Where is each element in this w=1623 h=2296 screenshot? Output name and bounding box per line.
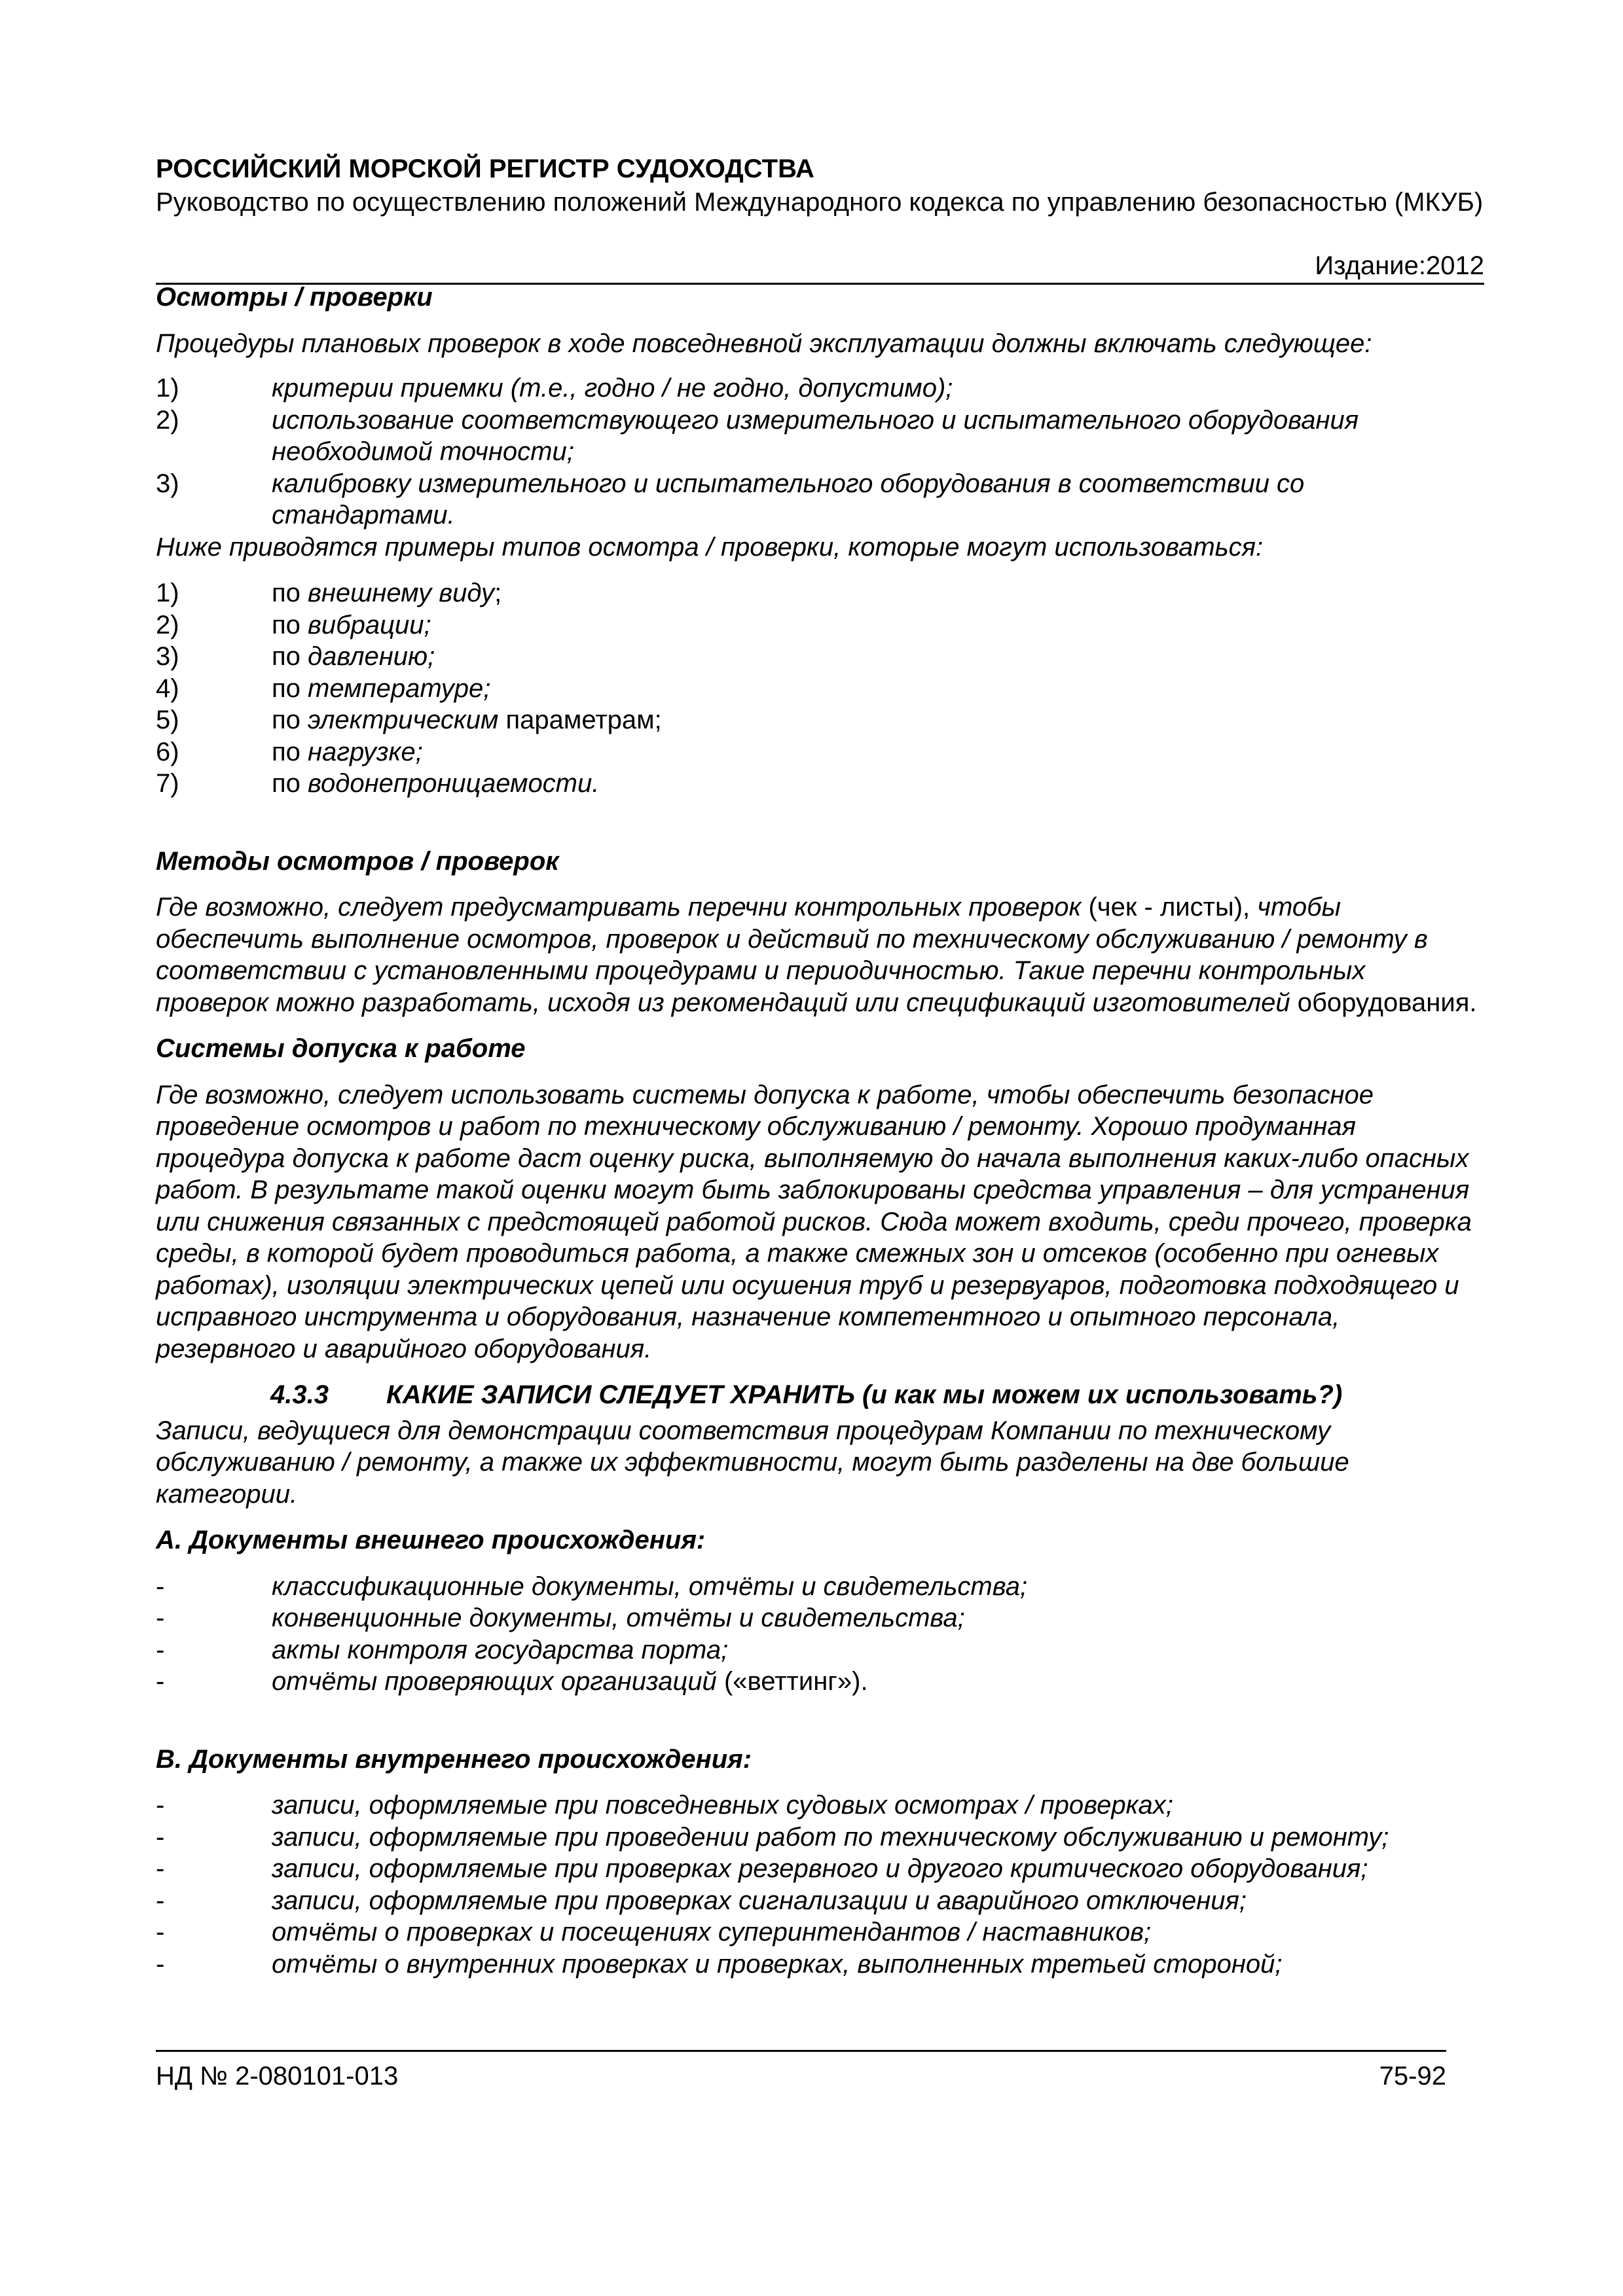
list-item [156, 1916, 1485, 1948]
section-title: КАКИЕ ЗАПИСИ СЛЕДУЕТ ХРАНИТЬ (и как мы можем их использовать?) [386, 1380, 1343, 1409]
list-item [156, 468, 1485, 531]
item-term: внешнему виду [308, 579, 495, 607]
item-bullet: - [156, 1918, 165, 1946]
item-bullet: - [156, 1604, 165, 1632]
methods-text-end: оборудования. [1297, 988, 1477, 1017]
header-organization: РОССИЙСКИЙ МОРСКОЙ РЕГИСТР СУДОХОДСТВА [156, 154, 814, 183]
item-text: записи, оформляемые при проведении работ по техническому обслуживанию и ремонту; [272, 1822, 1389, 1852]
item-number: 1) [156, 579, 179, 607]
inspections-heading: Осмотры / проверки [156, 283, 433, 312]
list-item [156, 1602, 1485, 1634]
permits-paragraph: Где возможно, следует использовать системы допуска к работе, чтобы обеспечить безопасное проведение осмотров и работ по техническому обслуживанию / ремонту. Хорошо продуманная процедура допуска к работе даст оценку риска, выполняемую до начала выполнения каких-либо опасных работ. В результате такой оценки могут быть заблокированы средства управления – для устранения или снижения связанных с предстоящей работой рисков. Сюда может входить, среди прочего, проверка среды, в которой будет проводиться работа, а также смежных зон и отсеков (особенно при огневых работах), изоляции электрических цепей или осушения труб и резервуаров, подготовка подходящего и исправного инструмента и оборудования, назначение компетентного и опытного персонала, резервного и аварийного оборудования. [156, 1080, 1472, 1363]
item-text: отчёты о проверках и посещениях суперинтендантов / наставников; [272, 1918, 1152, 1946]
list-item [156, 1666, 1485, 1698]
list-item [156, 1821, 1485, 1854]
item-text: акты контроля государства порта; [272, 1635, 729, 1664]
item-text: классификационные документы, отчёты и свидетельства; [272, 1571, 1028, 1601]
list-item [156, 1789, 1485, 1821]
external-list [156, 1571, 1485, 1698]
section-heading [156, 1379, 1485, 1411]
item-text: отчёты проверяющих организаций [272, 1667, 717, 1696]
methods-text-1: Где возможно, следует предусматривать перечни контрольных проверок [156, 893, 1082, 922]
item-number: 3) [156, 642, 179, 671]
item-prefix: по [272, 642, 301, 671]
item-prefix: по [272, 737, 301, 766]
item-term: водонепроницаемости. [308, 769, 600, 798]
item-number: 3) [156, 469, 179, 498]
item-prefix: по [272, 706, 301, 734]
item-suffix: параметрам; [505, 706, 662, 734]
methods-paragraph [156, 891, 1485, 1018]
list-item [156, 404, 1485, 468]
item-number: 2) [156, 610, 179, 639]
item-number: 2) [156, 405, 179, 435]
methods-heading: Методы осмотров / проверок [156, 846, 559, 876]
list-item [156, 1853, 1485, 1885]
item-bullet: - [156, 1854, 165, 1883]
item-bullet: - [156, 1949, 165, 1979]
header-document-title: Руководство по осуществлению положений Международного кодекса по управлению безопасностью (МКУБ) [156, 188, 1484, 217]
list-item [156, 704, 1485, 736]
item-text: записи, оформляемые при проверках резервного и другого критического оборудования; [272, 1854, 1368, 1883]
item-number: 5) [156, 706, 179, 734]
item-term: электрическим [308, 706, 499, 734]
item-text: критерии приемки (т.е., годно / не годно, допустимо); [272, 374, 953, 403]
list-item [156, 1634, 1485, 1666]
types-intro: Ниже приводятся примеры типов осмотра / проверки, которые могут использоваться: [156, 532, 1264, 562]
list-item [156, 1948, 1485, 1981]
methods-text-normal: (чек - листы), [1088, 893, 1250, 922]
item-number: 4) [156, 673, 179, 703]
list-item [156, 736, 1485, 768]
list-item [156, 609, 1485, 641]
item-term: вибрации; [308, 610, 431, 639]
item-number: 6) [156, 737, 179, 766]
inspections-intro: Процедуры плановых проверок в ходе повседневной эксплуатации должны включать следующее: [156, 329, 1372, 358]
item-prefix: по [272, 579, 301, 607]
external-heading: А. Документы внешнего происхождения: [156, 1526, 706, 1554]
item-extra: («веттинг»). [723, 1667, 868, 1696]
internal-heading: В. Документы внутреннего происхождения: [156, 1744, 752, 1774]
list-item [156, 768, 1485, 800]
item-prefix: по [272, 769, 301, 798]
item-bullet: - [156, 1886, 165, 1915]
item-bullet: - [156, 1791, 165, 1820]
item-bullet: - [156, 1822, 165, 1852]
item-term: давлению; [308, 642, 435, 671]
item-prefix: по [272, 610, 301, 639]
item-bullet: - [156, 1571, 165, 1601]
section-number: 4.3.3 [270, 1380, 329, 1409]
criteria-list [156, 372, 1485, 531]
inspection-types-list [156, 577, 1485, 800]
list-item [156, 577, 1485, 609]
item-term: температуре; [308, 673, 491, 703]
list-item [156, 641, 1485, 673]
header-edition: Издание:2012 [1315, 251, 1484, 280]
footer-doc-number: НД № 2-080101-013 [156, 2062, 399, 2090]
records-intro: Записи, ведущиеся для демонстрации соответствия процедурам Компании по техническому обслуживанию / ремонту, а также их эффективности, могут быть разделены на две большие категории. [156, 1416, 1349, 1509]
item-text: записи, оформляемые при проверках сигнализации и аварийного отключения; [272, 1886, 1247, 1915]
item-prefix: по [272, 673, 301, 703]
item-term: нагрузке; [308, 737, 423, 766]
item-text: конвенционные документы, отчёты и свидетельства; [272, 1604, 965, 1632]
footer-divider [156, 2050, 1446, 2052]
main-content [156, 281, 1485, 1980]
footer-page-number: 75-92 [1379, 2062, 1446, 2090]
item-number: 1) [156, 374, 179, 403]
item-text: записи, оформляемые при повседневных судовых осмотрах / проверках; [272, 1791, 1173, 1820]
internal-list [156, 1789, 1485, 1980]
list-item [156, 1885, 1485, 1917]
item-suffix: ; [494, 579, 502, 607]
list-item [156, 372, 1485, 404]
item-text: отчёты о внутренних проверках и проверках, выполненных третьей стороной; [272, 1949, 1283, 1979]
item-text: калибровку измерительного и испытательного оборудования в соответствии со стандартами. [272, 469, 1305, 529]
list-item [156, 673, 1485, 705]
item-bullet: - [156, 1667, 165, 1696]
item-bullet: - [156, 1635, 165, 1664]
item-text: использование соответствующего измерительного и испытательного оборудования необходимой точности; [272, 405, 1359, 466]
item-number: 7) [156, 769, 179, 798]
methods-text-2: чтобы обеспечить выполнение осмотров, проверок и действий по техническому обслуживанию / ремонту в соответствии с установленными процедурами и периодичностью. Такие перечни контрольных проверок можно разработать, исходя из рекомендаций или спецификаций изготовителей [156, 893, 1428, 1017]
list-item [156, 1571, 1485, 1603]
permits-heading: Системы допуска к работе [156, 1034, 526, 1063]
